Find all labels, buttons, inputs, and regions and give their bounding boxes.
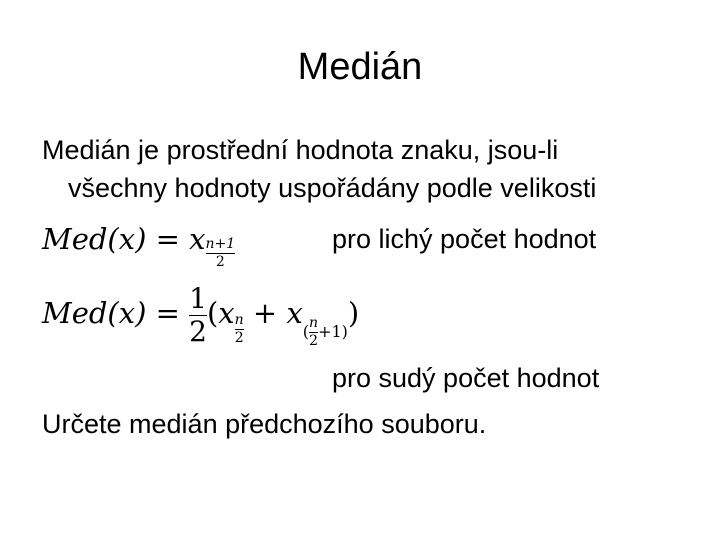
formula-even-sub1 (235, 313, 244, 346)
task-text: Určete medián předchozího souboru. (42, 409, 487, 439)
formula-even-coefficient (189, 281, 207, 348)
formula-odd-sub-num: n+1 (205, 235, 236, 252)
formula-even (42, 275, 359, 356)
formula-odd-subscript (206, 237, 236, 270)
definition-line-2: všechny hodnoty uspořádány podle velikosti (68, 173, 597, 203)
sub2-open: ( (302, 322, 310, 341)
formula-even-sub2 (302, 315, 348, 349)
formula-even-lhs: Med(x) = (42, 296, 180, 330)
formula-odd-lhs: Med(x) = (42, 222, 180, 256)
coef-num: 1 (189, 281, 207, 315)
sub1-num: n (234, 311, 244, 328)
definition-line-1: Medián je prostřední hodnota znaku, jsou-li (42, 135, 559, 165)
paren-close: ) (347, 296, 360, 330)
sub2-tail: +1) (318, 322, 348, 341)
coef-den: 2 (189, 314, 207, 348)
sub2-frac (309, 316, 318, 349)
formula-odd-sub-den: 2 (215, 253, 225, 270)
odd-label: pro lichý počet hodnot (332, 224, 597, 254)
plus-sign: + (243, 296, 287, 330)
sub2-num: n (309, 315, 319, 331)
formula-even-var2: x (286, 296, 303, 330)
formula-odd (42, 222, 236, 270)
sub2-den: 2 (309, 333, 319, 349)
even-label: pro sudý počet hodnot (332, 363, 600, 393)
formula-odd-var: x (189, 222, 206, 256)
sub1-den: 2 (234, 329, 244, 346)
slide-title: Medián (297, 46, 423, 88)
paren-open: ( (206, 296, 219, 330)
formula-even-var1: x (218, 296, 235, 330)
